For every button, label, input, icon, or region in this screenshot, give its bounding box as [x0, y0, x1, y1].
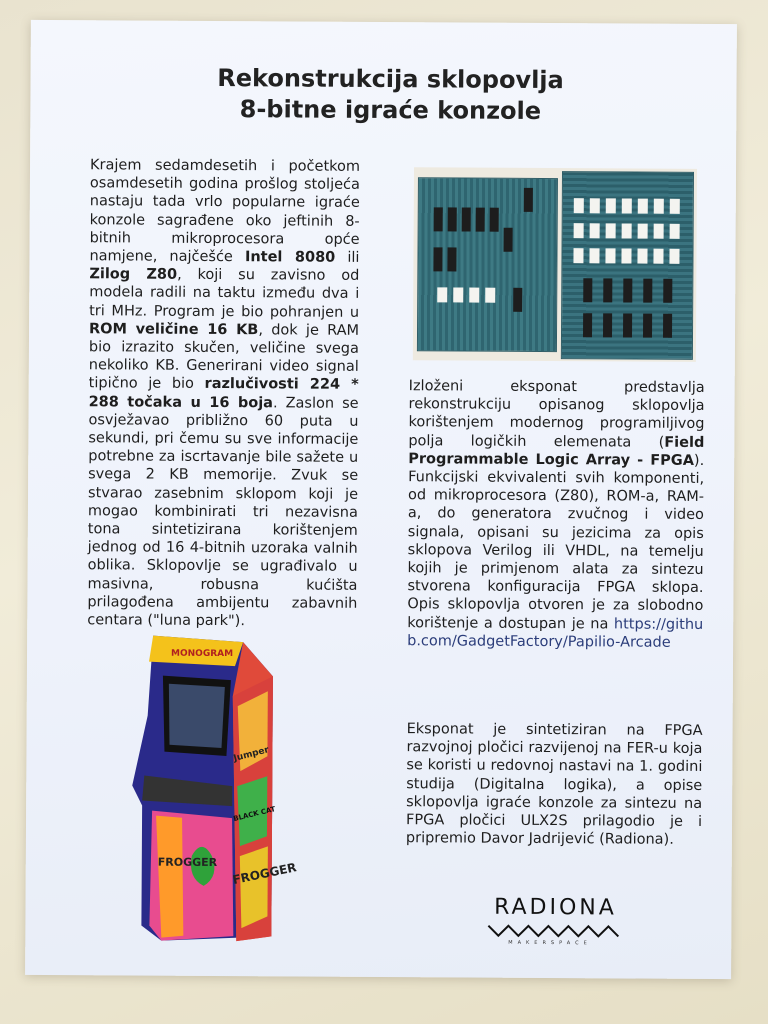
cabinet-side-small: Jumper	[232, 745, 271, 765]
pcb-chip	[663, 279, 672, 303]
logo-zigzag-icon	[480, 920, 630, 947]
pcb-chip	[485, 288, 495, 303]
pcb-chip	[573, 248, 583, 263]
bold-zilog-z80: Zilog Z80	[89, 266, 178, 283]
pcb-chip	[583, 278, 592, 302]
pcb-chip	[622, 198, 632, 213]
pcb-chip	[603, 313, 612, 337]
logo-name: RADIONA	[494, 894, 617, 921]
page-title	[170, 63, 610, 128]
pcb-chip	[590, 223, 600, 238]
pcb-chip	[469, 288, 479, 303]
pcb-chip	[583, 313, 592, 337]
pcb-chip	[448, 207, 457, 231]
pcb-chip	[462, 207, 471, 231]
pcb-chips	[414, 167, 697, 169]
pcb-chip	[663, 314, 672, 338]
right-column-text	[407, 377, 705, 652]
text-run: ). Funkcijski ekvivalenti svih komponenti, od mikroprocesora (Z80), ROM-a, RAM-a, do generatora zvučnog i video signala, opisani su jezicima za opis sklopova Verilog ili VHDL, na temelju kojih je primjenom alata za sintezu stvorena konfiguracija FPGA sklopa. Opis sklopovlja otvoren je za slobodno korištenje a dostupan je na	[407, 452, 705, 633]
arcade-cabinet-image	[121, 635, 298, 946]
pcb-chip	[606, 198, 616, 213]
text-run: . Zaslon se osvježavao približno 60 puta u sekundi, pri čemu su sve informacije potrebne za iscrtavanje bile sažete u svega 2 KB memorije. Zvuk se stvarao zasebnim sklopom koji je mogao kombinirati tri nezavisna tona sintetizirana korištenjem jednog od 16 4-bitnih uzoraka valnih oblika. Sklopovlje se ugrađivalo u masivna, robusna kućišta prilagođena ambijentu zabavnih centara ("luna park").	[87, 394, 359, 630]
pcb-chip	[513, 288, 522, 312]
pcb-chip	[638, 224, 648, 239]
text-run: Krajem sedamdesetih i početkom osamdesetih godina prošlog stoljeća nastaju tada vrlo popularne igraće konzole sagrađene oko jeftinih 8-bitnih mikroprocesora opće namjene, najčešće	[89, 157, 361, 266]
pcb-chip	[670, 224, 680, 239]
bold-rom-size: ROM veličine 16 KB	[88, 321, 259, 339]
pcb-chip	[654, 199, 664, 214]
pcb-chip	[643, 279, 652, 303]
text-run: , koji su zavisno od modela radili na taktu između dva i tri MHz. Program je bio pohranjen u	[89, 266, 360, 321]
bold-resolution: razlučivosti 224 * 288 točaka u 16 boja	[88, 376, 359, 411]
pcb-chip	[433, 247, 442, 271]
arcade-cabinet-graphic	[121, 635, 298, 946]
cabinet-side-title: FROGGER	[231, 860, 298, 888]
pcb-chip	[447, 247, 456, 271]
pcb-chip	[623, 313, 632, 337]
right-column-text-2: Eksponat je sintetiziran na FPGA razvojnoj pločici razvijenoj na FER-u koja se koristi u redovnoj nastavi na 1. godini studija (Digitalna logika), a opise sklopovlja igraće konzole za sintezu na FPGA pločici ULX2S prilagodio je i pripremio Davor Jadrijević (Radiona).	[405, 721, 703, 849]
pcb-chip	[603, 278, 612, 302]
logo-tagline: MAKERSPACE	[508, 939, 592, 947]
pcb-chip	[622, 223, 632, 238]
cabinet-side-small-2: BLACK CAT	[232, 805, 277, 824]
pcb-chip	[453, 287, 463, 302]
text-run: ili	[335, 249, 360, 266]
title-line-2: 8-bitne igraće konzole	[239, 95, 542, 125]
pcb-chip	[590, 198, 600, 213]
pcb-chip	[605, 248, 615, 263]
pcb-chip	[434, 207, 443, 231]
pcb-chip	[623, 278, 632, 302]
pcb-chip	[524, 188, 533, 212]
left-column-text	[87, 156, 360, 631]
pcb-chip	[606, 223, 616, 238]
github-link[interactable]: https://github.com/GadgetFactory/Papilio-Arcade	[407, 616, 704, 651]
pcb-chip	[574, 198, 584, 213]
pcb-chip	[574, 223, 584, 238]
pcb-chip	[621, 248, 631, 263]
printed-sheet	[25, 20, 737, 979]
cabinet-marquee: MONOGRAM	[171, 648, 234, 660]
pcb-chip	[490, 208, 499, 232]
pcb-photo	[413, 167, 697, 362]
pcb-chip	[437, 287, 447, 302]
cabinet-front-title: FROGGER	[157, 855, 218, 870]
pcb-chip	[476, 208, 485, 232]
pcb-chip	[654, 224, 664, 239]
pcb-chip	[643, 314, 652, 338]
pcb-chip	[670, 199, 680, 214]
radiona-logo	[480, 895, 630, 956]
pcb-chip	[637, 249, 647, 264]
bold-fpga: Field Programmable Logic Array - FPGA	[408, 434, 705, 469]
text-run: Izloženi eksponat predstavlja rekonstrukciju opisanog sklopovlja korištenjem modernog programiljivog polja logičkih elemenata (	[408, 378, 705, 451]
pcb-chip	[589, 248, 599, 263]
bold-intel-8080: Intel 8080	[244, 249, 336, 266]
text-run: , dok je RAM bio izrazito skučen, veličine svega nekoliko KB. Generirani video signal tipično je bio	[88, 322, 360, 393]
title-line-1: Rekonstrukcija sklopovlja	[217, 63, 564, 95]
pcb-chip	[638, 199, 648, 214]
pcb-chip	[669, 249, 679, 264]
pcb-chip	[504, 228, 513, 252]
pcb-chip	[653, 249, 663, 264]
